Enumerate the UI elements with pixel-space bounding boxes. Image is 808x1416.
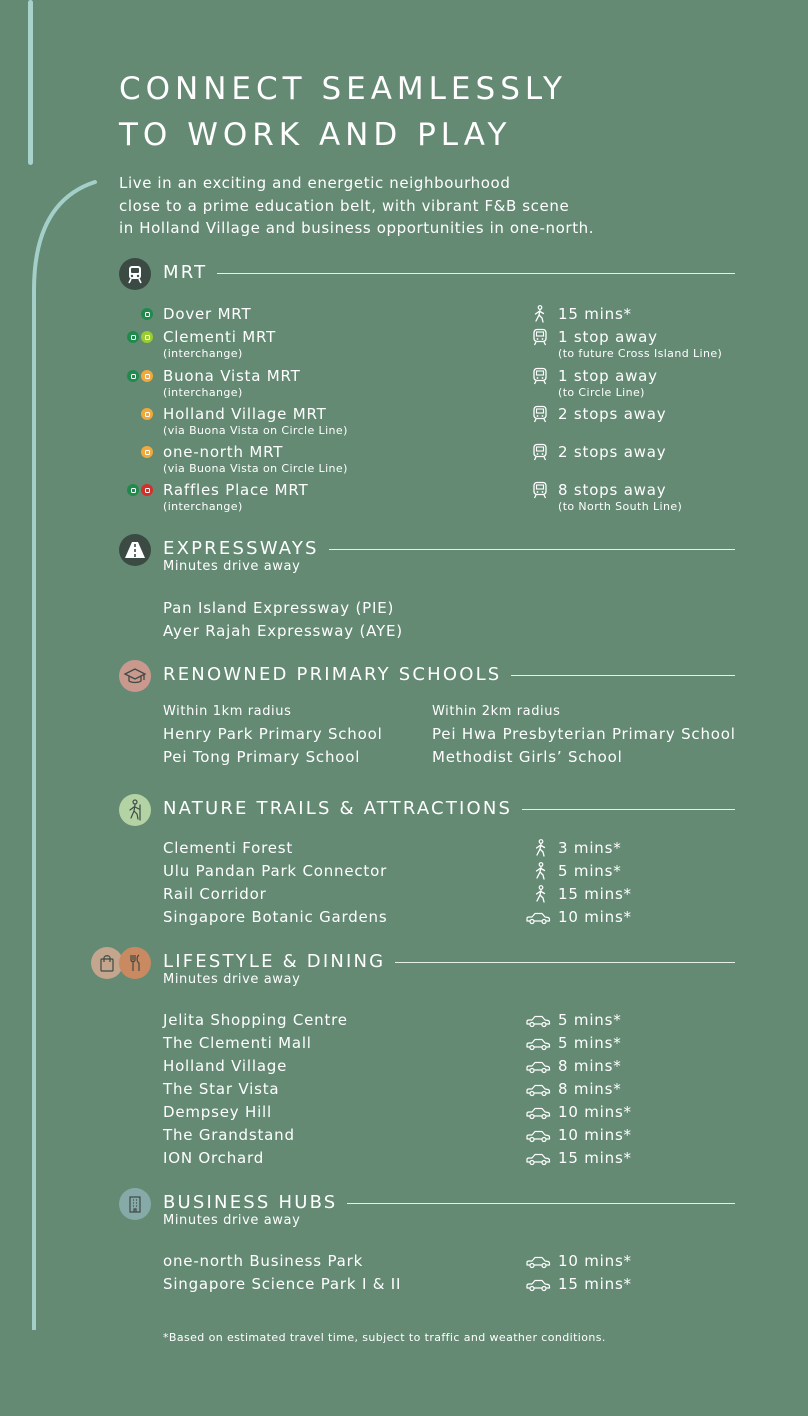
station-name: Holland Village MRT: [163, 405, 327, 423]
road-icon: [119, 534, 151, 566]
school-item: Methodist Girls’ School: [432, 748, 623, 766]
section-subtitle: Minutes drive away: [163, 1213, 301, 1228]
list-item: [0, 1252, 808, 1272]
intro-line-2: close to a prime education belt, with vibrant F&B scene: [119, 196, 570, 215]
travel-note: (to future Cross Island Line): [558, 347, 723, 360]
station-note: (interchange): [163, 500, 243, 513]
travel-value: 15 mins*: [558, 1149, 632, 1167]
item-name: Jelita Shopping Centre: [163, 1011, 348, 1029]
item-name: Singapore Science Park I & II: [163, 1275, 402, 1293]
travel-value: 3 mins*: [558, 839, 622, 857]
list-item: [0, 1149, 808, 1169]
walk-icon: [533, 885, 549, 903]
title-line-2: TO WORK AND PLAY: [119, 117, 512, 153]
travel-value: 8 stops away: [558, 481, 667, 499]
station-name: Buona Vista MRT: [163, 367, 301, 385]
yellow-line-train-icon: [141, 370, 153, 382]
station-note: (interchange): [163, 386, 243, 399]
travel-value: 15 mins*: [558, 305, 632, 323]
train-icon: [532, 443, 550, 461]
item-name: Singapore Botanic Gardens: [163, 908, 388, 926]
travel-value: 10 mins*: [558, 908, 632, 926]
list-item: [0, 908, 808, 928]
travel-value: 1 stop away: [558, 367, 658, 385]
section-subtitle: Minutes drive away: [163, 559, 301, 574]
travel-value: 2 stops away: [558, 443, 667, 461]
decorative-line: [28, 0, 33, 165]
travel-value: 2 stops away: [558, 405, 667, 423]
station-note: (via Buona Vista on Circle Line): [163, 462, 348, 475]
intro-text: [119, 172, 594, 240]
train-icon: [532, 367, 550, 385]
section-lifestyle-header: [119, 947, 735, 987]
section-subtitle: Minutes drive away: [163, 972, 301, 987]
intro-line-1: Live in an exciting and energetic neighbourhood: [119, 174, 511, 192]
lime-line-train-icon: [141, 331, 153, 343]
school-item: Henry Park Primary School: [163, 725, 383, 743]
list-item: [0, 1275, 808, 1295]
yellow-line-train-icon: [141, 446, 153, 458]
yellow-line-train-icon: [141, 408, 153, 420]
car-icon: [525, 1128, 551, 1142]
item-name: one-north Business Park: [163, 1252, 364, 1270]
page-title: [119, 66, 567, 158]
item-name: Clementi Forest: [163, 839, 294, 857]
building-icon: [119, 1188, 151, 1220]
school-item: Pei Hwa Presbyterian Primary School: [432, 725, 736, 743]
section-schools-header: [119, 660, 735, 694]
item-name: Ulu Pandan Park Connector: [163, 862, 388, 880]
section-title-mrt: MRT: [163, 263, 217, 283]
car-icon: [525, 1059, 551, 1073]
item-name: The Star Vista: [163, 1080, 280, 1098]
graduation-cap-icon: [119, 660, 151, 692]
train-icon: [532, 481, 550, 499]
school-item: Pei Tong Primary School: [163, 748, 361, 766]
travel-value: 10 mins*: [558, 1103, 632, 1121]
green-line-train-icon: [127, 331, 139, 343]
mrt-line-icons: [141, 408, 153, 420]
section-rule: [163, 273, 735, 274]
car-icon: [525, 1151, 551, 1165]
mrt-row: [0, 367, 808, 405]
item-name: The Grandstand: [163, 1126, 295, 1144]
item-name: The Clementi Mall: [163, 1034, 312, 1052]
walk-icon: [533, 862, 549, 880]
train-icon: [119, 258, 151, 290]
travel-value: 5 mins*: [558, 1011, 622, 1029]
list-item: [0, 862, 808, 882]
train-icon: [532, 405, 550, 423]
travel-value: 5 mins*: [558, 862, 622, 880]
station-name: one-north MRT: [163, 443, 284, 461]
car-icon: [525, 1254, 551, 1268]
list-item: [0, 1034, 808, 1054]
mrt-line-icons: [127, 370, 153, 382]
train-icon: [532, 328, 550, 346]
mrt-line-icons: [127, 484, 153, 496]
section-title-schools: RENOWNED PRIMARY SCHOOLS: [163, 665, 511, 685]
green-line-train-icon: [141, 308, 153, 320]
green-line-train-icon: [127, 484, 139, 496]
section-title-nature: NATURE TRAILS & ATTRACTIONS: [163, 799, 522, 819]
red-line-train-icon: [141, 484, 153, 496]
school-col1-heading: Within 1km radius: [163, 704, 292, 719]
item-name: Rail Corridor: [163, 885, 267, 903]
mrt-row: [0, 443, 808, 481]
item-name: Holland Village: [163, 1057, 288, 1075]
mrt-line-icons: [127, 331, 153, 343]
station-note: (interchange): [163, 347, 243, 360]
travel-value: 15 mins*: [558, 885, 632, 903]
car-icon: [525, 1082, 551, 1096]
list-item: [0, 885, 808, 905]
travel-value: 1 stop away: [558, 328, 658, 346]
station-name: Raffles Place MRT: [163, 481, 309, 499]
mrt-row: [0, 328, 808, 366]
mrt-line-icons: [141, 308, 153, 320]
section-business-header: [119, 1188, 735, 1228]
section-mrt-header: [119, 258, 735, 292]
list-item: Ayer Rajah Expressway (AYE): [163, 622, 403, 640]
list-item: [0, 1103, 808, 1123]
car-icon: [525, 910, 551, 924]
travel-value: 10 mins*: [558, 1126, 632, 1144]
car-icon: [525, 1277, 551, 1291]
walk-icon: [533, 839, 549, 857]
mrt-row: [0, 405, 808, 443]
title-line-1: CONNECT SEAMLESSLY: [119, 71, 567, 107]
intro-line-3: in Holland Village and business opportunities in one-north.: [119, 219, 595, 237]
item-name: ION Orchard: [163, 1149, 265, 1167]
mrt-line-icons: [141, 446, 153, 458]
section-nature-header: [119, 794, 735, 828]
travel-note: (to North South Line): [558, 500, 683, 513]
mrt-row: [0, 481, 808, 519]
station-name: Clementi MRT: [163, 328, 277, 346]
list-item: [0, 1011, 808, 1031]
green-line-train-icon: [127, 370, 139, 382]
travel-value: 8 mins*: [558, 1080, 622, 1098]
station-note: (via Buona Vista on Circle Line): [163, 424, 348, 437]
section-title-lifestyle: LIFESTYLE & DINING: [163, 952, 395, 972]
car-icon: [525, 1013, 551, 1027]
list-item: [0, 839, 808, 859]
hiker-icon: [119, 794, 151, 826]
footnote: *Based on estimated travel time, subject to traffic and weather conditions.: [163, 1331, 606, 1344]
travel-note: (to Circle Line): [558, 386, 645, 399]
car-icon: [525, 1036, 551, 1050]
travel-value: 8 mins*: [558, 1057, 622, 1075]
section-title-business: BUSINESS HUBS: [163, 1193, 347, 1213]
travel-value: 15 mins*: [558, 1275, 632, 1293]
section-title-expressways: EXPRESSWAYS: [163, 539, 329, 559]
utensils-icon: [119, 947, 151, 979]
school-col2-heading: Within 2km radius: [432, 704, 561, 719]
car-icon: [525, 1105, 551, 1119]
travel-value: 5 mins*: [558, 1034, 622, 1052]
list-item: Pan Island Expressway (PIE): [163, 599, 395, 617]
station-name: Dover MRT: [163, 305, 252, 323]
list-item: [0, 1057, 808, 1077]
item-name: Dempsey Hill: [163, 1103, 272, 1121]
travel-value: 10 mins*: [558, 1252, 632, 1270]
walk-icon: [532, 305, 550, 323]
section-expressways-header: [119, 534, 735, 574]
list-item: [0, 1126, 808, 1146]
list-item: [0, 1080, 808, 1100]
